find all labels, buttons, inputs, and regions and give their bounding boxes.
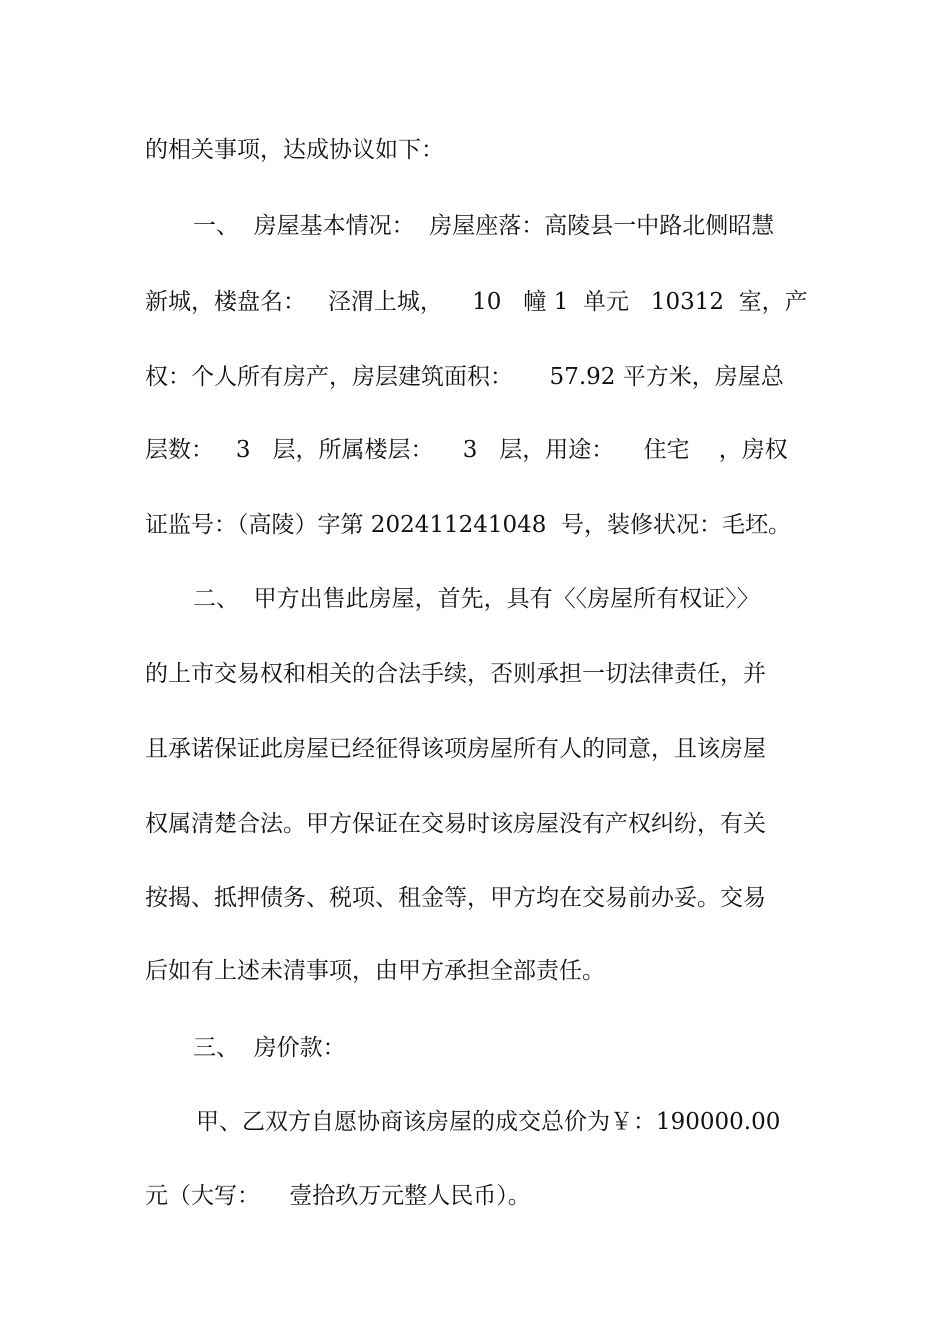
text-line-10: 权属清楚合法。甲方保证在交易时该房屋没有产权纠纷，有关 xyxy=(145,811,766,837)
text-line-13: 三、 房价款： xyxy=(193,1035,346,1061)
text-line-12: 后如有上述未清事项，由甲方承担全部责任。 xyxy=(145,958,605,984)
text-line-1: 的相关事项，达成协议如下： xyxy=(145,137,444,163)
text-line-5: 层数： 3 层，所属楼层： 3 层，用途： 住宅 ，房权 xyxy=(145,437,788,463)
text-line-6: 证监号：（高陵）字第 202411241048 号，装修状况：毛坯。 xyxy=(145,512,792,538)
text-line-15: 元（大写： 壹拾玖万元整人民币）。 xyxy=(145,1183,531,1209)
text-line-8: 的上市交易权和相关的合法手续，否则承担一切法律责任，并 xyxy=(145,661,766,687)
text-line-7: 二、 甲方出售此房屋，首先，具有〈〈房屋所有权证〉〉 xyxy=(193,586,760,612)
text-line-9: 且承诺保证此房屋已经征得该项房屋所有人的同意，且该房屋 xyxy=(145,736,766,762)
text-line-4: 权：个人所有房产，房层建筑面积： 57.92 平方米，房屋总 xyxy=(145,364,784,390)
text-line-11: 按揭、抵押债务、税项、租金等，甲方均在交易前办妥。交易 xyxy=(145,885,766,911)
text-line-2: 一、 房屋基本情况： 房屋座落：高陵县一中路北侧昭慧 xyxy=(193,213,775,239)
text-line-14: 甲、乙双方自愿协商该房屋的成交总价为￥：190000.00 xyxy=(196,1109,781,1135)
text-line-3: 新城，楼盘名： 泾渭上城， 10 幢 1 单元 10312 室，产 xyxy=(145,289,808,315)
